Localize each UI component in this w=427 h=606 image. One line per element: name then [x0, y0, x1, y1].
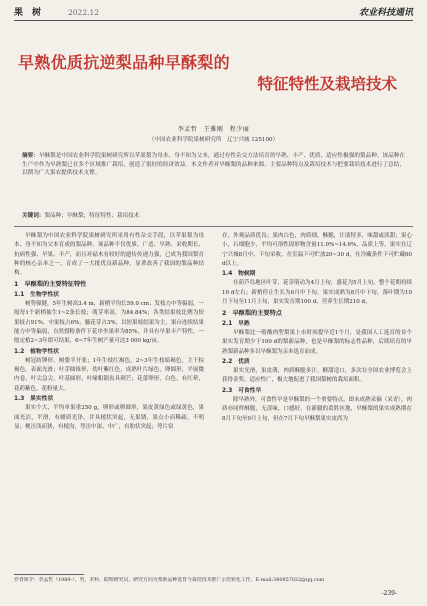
- paragraph: 存，外观品质优良；果肉白色，肉质细，酥脆，汁液特多，味甜或淡甜；果心小，石细胞少，平均可溶性固形物含量11.0%~14.6%，品质上等。果实在辽宁兴城8月中、下旬采收，在室温下可贮放20~30 d，在冷藏条件下可贮藏60 d以上。: [222, 233, 412, 267]
- keywords-text: 梨品种；早酥梨；特征特性；栽培技术: [44, 213, 140, 219]
- paragraph: 在葫芦岛地区叶芽、花芽萌动为4月上旬，盛花为5月上旬，整个花期持续10 d左右；新梢停止生长为6月中下旬，果实成熟为8月中下旬，落叶期为10月下旬至11月上旬，果实发育期100 d，营养生长期210 d。: [222, 280, 412, 306]
- subsection-heading: 1.1 生物学性状: [14, 291, 60, 298]
- paragraph: 树势强健，5年生树高3.4 m，新梢平均长59.0 cm；发枝力中等偏弱，一般每1个新梢抽生1~2条长枝；萌芽率高，为84.84%；各类结果枝比例为短果枝占91%，中果枝占6%，腋花芽占3%，以短果枝结果为主，果台连续结果能力中等偏弱，自然授粉条件下花序坐果率为85%，并具有早果丰产特性，一般定植2~3年即可结果，6~7年生树产量可达3 000 kg/亩。: [14, 301, 205, 345]
- subsection-heading: 1.2 植物学性状: [14, 348, 60, 355]
- section-heading: 1 早酥梨的主要特征特性: [14, 281, 87, 289]
- abstract: [22, 152, 405, 178]
- journal-name: 果 树: [14, 8, 42, 18]
- footnote-rule: [14, 574, 84, 575]
- subsection-heading: 2.1 早熟: [222, 320, 250, 327]
- subsection-heading: 2.3 可食性早: [222, 387, 262, 394]
- subsection-heading: 2.2 优质: [222, 358, 250, 365]
- affiliation: （中国农业科学院果树研究所 辽宁兴城 125100）: [148, 137, 279, 143]
- paragraph: 早酥梨比一般酸肉型梨果上市时间提早近1个月，是我国人工选育的首个果实发育期少于100 d的梨新品种，也是早酥梨的标志性品种，后续培育的早熟梨新品种多以早酥梨为亲本选育而成。: [222, 329, 412, 355]
- paragraph: 早酥梨为中国农业科学院果树研究所采用有性杂交手段，以苹果梨为母本、身不知为父本育成的梨品种。该品种不仅优质、广适、早熟、采收期长、抗病性强、早果、丰产，而且对砧木有较好的遗传传递力强，已成为我国梨育种的核心亲本之一，育成了一大批优良新品种，显著改善了我国的梨品种结构。: [14, 233, 204, 277]
- paragraph: 除早熟外，可食性早是早酥梨的一个重要特点，即未成熟采摘（采青），肉质亦同样酥脆，无涩味，口感好。在新疆的葛胜区地，早酥梨的果实成熟期在8月下旬至9月上旬，但在7月下旬早酥梨果实皮尚为: [222, 397, 412, 422]
- paragraph: 果实光滑，果皮薄，肉质酥脆多汁，糖甜适口，多次在全国农业博览会上获得金奖。适应性广，极大地促进了我国梨树的栽培面积。: [222, 368, 412, 384]
- title-line-1: 早熟优质抗逆梨品种早酥梨的: [18, 53, 230, 72]
- journal-logo: 农业科技通讯: [358, 8, 413, 18]
- paragraph: 树冠纺锤形，树姿半开张；1年生枝红褐色，2~3年生枝暗褐色，主干棕褐色，表面光滑；叶芽圆锥形，幼叶紫红色，成熟叶片绿色，卵圆形，平展微内卷，叶尖急尖，叶基圆形，叶缘粗锯齿具刺芒；花蕾卵形，白色，有红晕，花药紫色，花粉量大。: [14, 357, 204, 392]
- abstract-label: 摘要：: [22, 153, 39, 159]
- authors: 李孟哲 王雅刚 程少丽: [177, 126, 250, 133]
- page-number: -239-: [381, 590, 397, 597]
- issue-date: 2022.12: [68, 8, 100, 17]
- left-column: [14, 232, 204, 432]
- right-column: [222, 232, 412, 424]
- title-line-2: 特征特性及栽培技术: [257, 75, 397, 93]
- section-heading: 2 早酥梨的主要特点: [222, 310, 282, 318]
- subsection-heading: 1.4 物候期: [222, 271, 256, 278]
- section-divider: [14, 226, 413, 227]
- author-footnote: 作者简介：李孟哲（1989-），男，本科，助理研究员，研究方向为梨新品种选育与栽培技术推广示范转化工作。E-mail:380857022@qq.com: [14, 577, 325, 583]
- page-header: [14, 6, 413, 21]
- keywords-label: 关键词：: [22, 213, 45, 219]
- abstract-text: 早酥梨是中国农业科学院果树研究所以苹果梨为母本、身不知为父本，通过有性杂交方法培育的早熟、丰产、优质、适应性极强的梨品种。该品种在生产中作为早熟梨已在多个区域推广栽培，创造了很好的经济效益。本文作者对早酥梨的品种来源、主要品种特点及栽培技术与把要栽培技术进行了总结，以期为广大果农提供技术支撑。: [22, 153, 405, 177]
- paragraph: 果实个大，平均单果重250 g，卵形或卵圆形，果皮黄绿色或绿黄色，果面光洁，平滑，有蜡质光泽，并具棱状突起，无果锈，果点小而稀疏，不明显；梗洼浅而狭，有棱沟，萼洼中深、中广，有肋状突起；萼片宿: [14, 405, 204, 430]
- subsection-heading: 1.3 果实性状: [14, 396, 54, 403]
- keywords: [22, 212, 405, 221]
